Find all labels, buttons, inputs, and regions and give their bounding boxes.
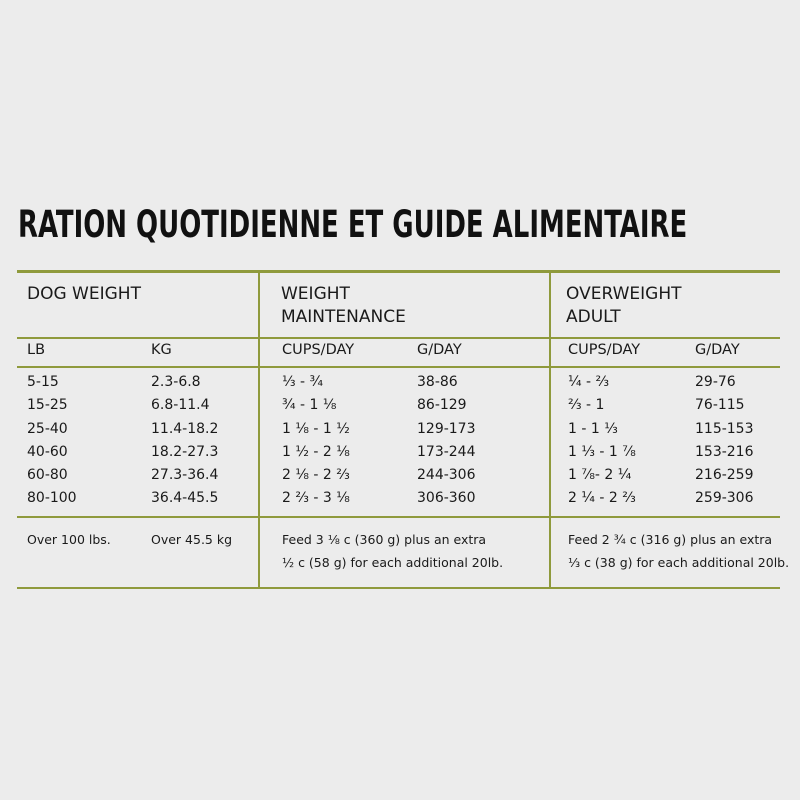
rule-body: [17, 516, 780, 518]
cell-maintenance-cups: 2 ⅛ - 2 ⅔: [282, 467, 350, 484]
header-maintenance-line1: WEIGHT: [281, 284, 350, 304]
page-title: RATION QUOTIDIENNE ET GUIDE ALIMENTAIRE: [18, 203, 688, 246]
cell-maintenance-grams: 129-173: [417, 420, 476, 437]
cell-lb: 40-60: [27, 443, 68, 460]
table-row: [0, 464, 800, 487]
subheader-overweight-grams: G/DAY: [695, 342, 740, 358]
cell-overweight-grams: 115-153: [695, 420, 754, 437]
table-row: [0, 418, 800, 441]
subheader-maintenance-cups: CUPS/DAY: [282, 342, 355, 358]
cell-maintenance-cups: 2 ⅔ - 3 ⅛: [282, 490, 350, 507]
cell-maintenance-grams: 38-86: [417, 374, 458, 390]
cell-maintenance-grams: 86-129: [417, 397, 467, 414]
cell-maintenance-cups: 1 ½ - 2 ⅛: [282, 443, 350, 460]
subheader-overweight-cups: CUPS/DAY: [568, 342, 641, 358]
footer-maintenance-note-line1: Feed 3 ⅛ c (360 g) plus an extra: [282, 532, 487, 547]
cell-kg: 6.8-11.4: [151, 397, 210, 414]
rule-header: [17, 337, 780, 339]
cell-lb: 25-40: [27, 420, 68, 437]
cell-kg: 11.4-18.2: [151, 420, 219, 437]
data-rows: [0, 371, 800, 511]
cell-kg: 18.2-27.3: [151, 443, 219, 460]
rule-bottom: [17, 587, 780, 589]
footer-over-lb: Over 100 lbs.: [27, 532, 111, 547]
cell-kg: 2.3-6.8: [151, 374, 201, 390]
table-row: [0, 394, 800, 417]
cell-lb: 5-15: [27, 374, 59, 390]
subheader-lb: LB: [27, 342, 46, 358]
cell-maintenance-cups: ¾ - 1 ⅛: [282, 397, 337, 414]
cell-kg: 36.4-45.5: [151, 490, 219, 507]
cell-maintenance-cups: ⅓ - ¾: [282, 374, 324, 390]
header-dog-weight: DOG WEIGHT: [27, 284, 141, 304]
rule-subheader: [17, 366, 780, 368]
footer-maintenance-note-line2: ½ c (58 g) for each additional 20lb.: [282, 555, 504, 570]
footer-overweight-note-line2: ⅓ c (38 g) for each additional 20lb.: [568, 555, 790, 570]
cell-overweight-grams: 153-216: [695, 443, 754, 460]
cell-overweight-grams: 216-259: [695, 467, 754, 484]
cell-maintenance-grams: 173-244: [417, 443, 476, 460]
table-row: [0, 441, 800, 464]
table-row: [0, 371, 800, 394]
cell-maintenance-grams: 244-306: [417, 467, 476, 484]
footer-over-kg: Over 45.5 kg: [151, 532, 233, 547]
header-overweight-line1: OVERWEIGHT: [566, 284, 682, 304]
cell-lb: 60-80: [27, 467, 68, 484]
cell-maintenance-cups: 1 ⅛ - 1 ½: [282, 420, 350, 437]
cell-overweight-cups: 1 - 1 ⅓: [568, 420, 618, 437]
header-overweight-line2: ADULT: [566, 307, 621, 327]
cell-overweight-cups: ¼ - ⅔: [568, 374, 610, 390]
cell-lb: 15-25: [27, 397, 68, 414]
cell-overweight-cups: ⅔ - 1: [568, 397, 605, 414]
cell-overweight-cups: 1 ⅞- 2 ¼: [568, 467, 632, 484]
cell-maintenance-grams: 306-360: [417, 490, 476, 507]
cell-overweight-grams: 259-306: [695, 490, 754, 507]
footer-overweight-note-line1: Feed 2 ¾ c (316 g) plus an extra: [568, 532, 773, 547]
cell-overweight-cups: 2 ¼ - 2 ⅔: [568, 490, 636, 507]
subheader-maintenance-grams: G/DAY: [417, 342, 462, 358]
cell-lb: 80-100: [27, 490, 77, 507]
subheader-kg: KG: [151, 342, 172, 358]
header-maintenance-line2: MAINTENANCE: [281, 307, 406, 327]
cell-overweight-cups: 1 ⅓ - 1 ⅞: [568, 443, 636, 460]
table-row: [0, 487, 800, 510]
rule-top: [17, 270, 780, 273]
cell-overweight-grams: 76-115: [695, 397, 745, 414]
cell-kg: 27.3-36.4: [151, 467, 219, 484]
cell-overweight-grams: 29-76: [695, 374, 736, 390]
